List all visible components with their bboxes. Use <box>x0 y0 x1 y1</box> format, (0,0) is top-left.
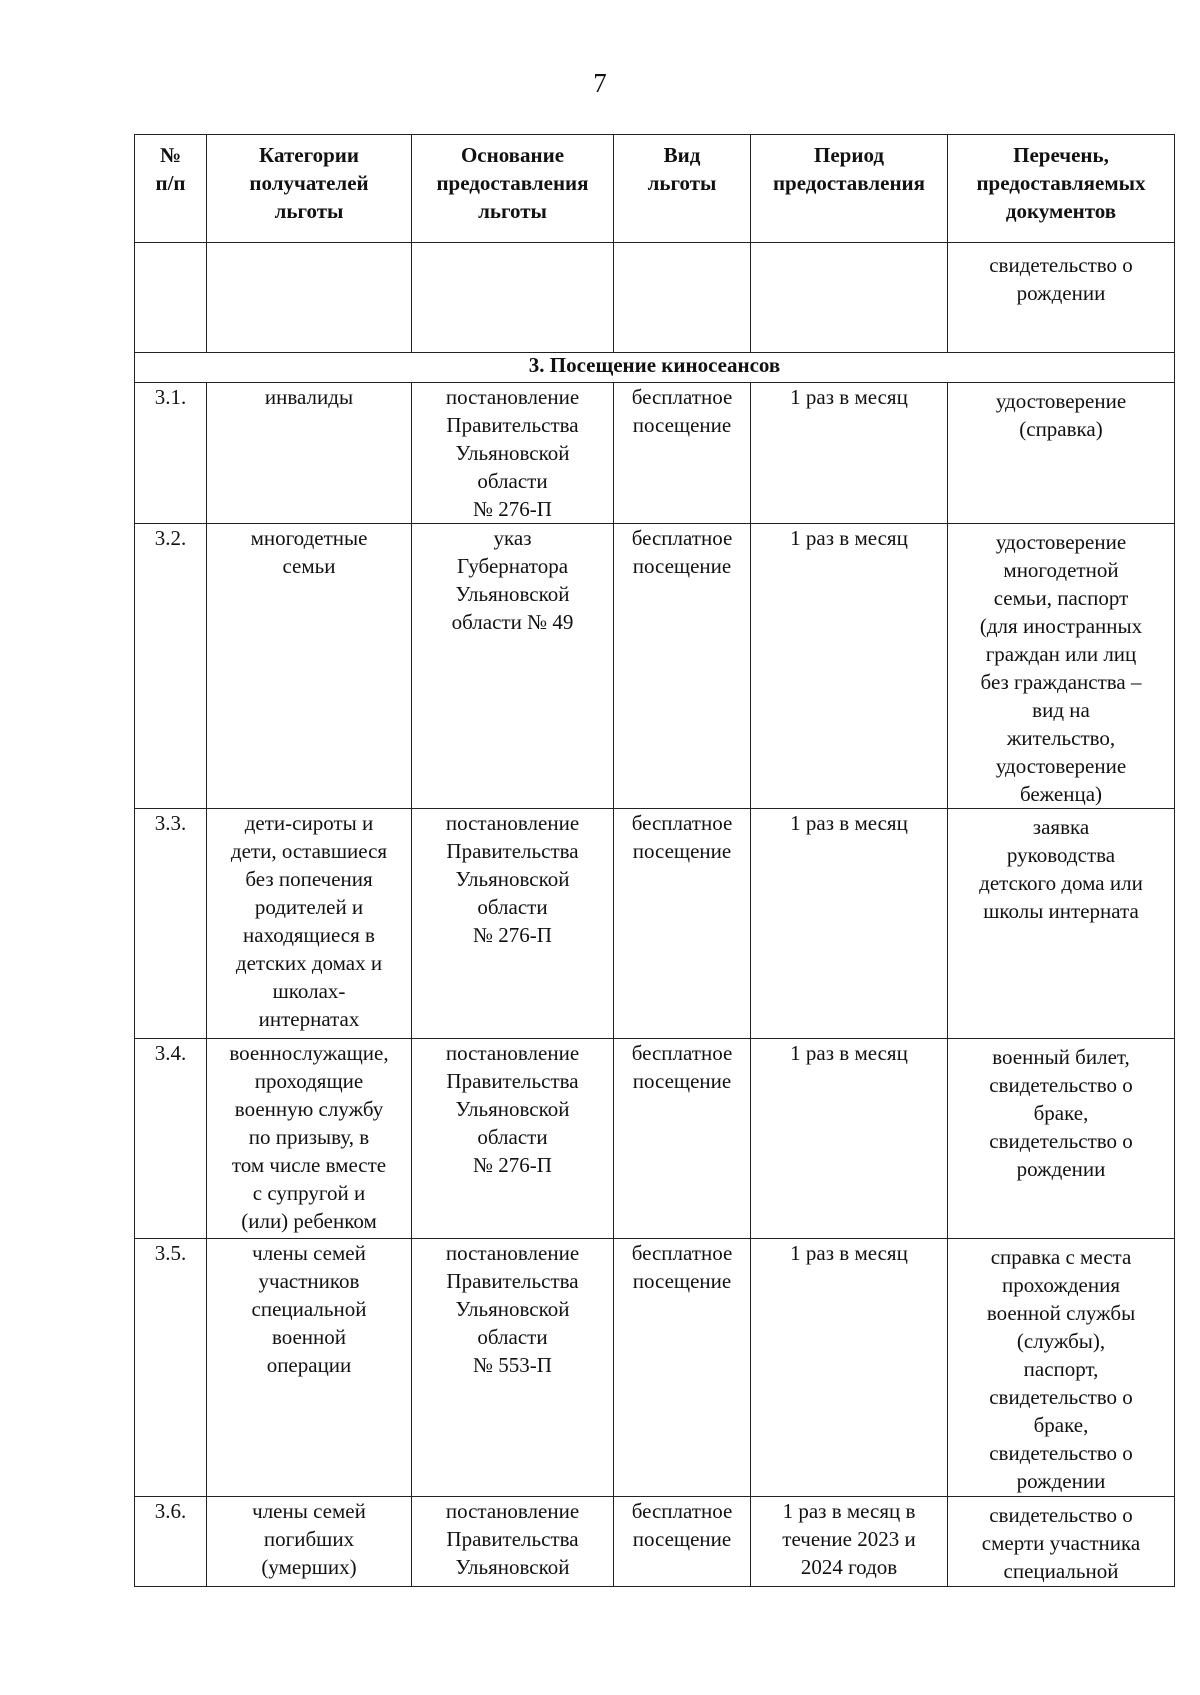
row-period: 1 раз в месяц <box>751 383 948 524</box>
table-row <box>135 1039 1175 1239</box>
row-num: 3.4. <box>135 1039 207 1239</box>
table-row <box>135 809 1175 1039</box>
row-period: 1 раз в месяц <box>751 809 948 1039</box>
row-type: бесплатное посещение <box>614 809 751 1039</box>
row-num: 3.2. <box>135 524 207 809</box>
row-documents: справка с места прохождения военной службы (службы), паспорт, свидетельство о браке, свидетельство о рождении <box>948 1239 1175 1497</box>
row-period: 1 раз в месяц в течение 2023 и 2024 годов <box>751 1497 948 1587</box>
row-num: 3.6. <box>135 1497 207 1587</box>
row-period: 1 раз в месяц <box>751 1039 948 1239</box>
row-documents: свидетельство о смерти участника специальной <box>948 1497 1175 1587</box>
row-basis: указ Губернатора Ульяновской области № 49 <box>412 524 614 809</box>
continuation-documents: свидетельство о рождении <box>948 243 1175 353</box>
continuation-period <box>751 243 948 353</box>
row-documents: удостоверение (справка) <box>948 383 1175 524</box>
row-category: многодетные семьи <box>207 524 412 809</box>
row-documents: удостоверение многодетной семьи, паспорт (для иностранных граждан или лиц без гражданства – вид на жительство, удостоверение беженца) <box>948 524 1175 809</box>
continuation-row <box>135 243 1175 353</box>
row-basis: постановление Правительства Ульяновской области № 276-П <box>412 809 614 1039</box>
table-row <box>135 1239 1175 1497</box>
header-type: Вид льготы <box>614 135 751 243</box>
benefits-table <box>134 134 1175 1587</box>
row-type: бесплатное посещение <box>614 383 751 524</box>
row-num: 3.5. <box>135 1239 207 1497</box>
row-type: бесплатное посещение <box>614 524 751 809</box>
header-basis: Основание предоставления льготы <box>412 135 614 243</box>
row-type: бесплатное посещение <box>614 1239 751 1497</box>
table-row <box>135 524 1175 809</box>
header-category: Категории получателей льготы <box>207 135 412 243</box>
header-documents: Перечень, предоставляемых документов <box>948 135 1175 243</box>
row-category: члены семей погибших (умерших) <box>207 1497 412 1587</box>
continuation-num <box>135 243 207 353</box>
table-row <box>135 1497 1175 1587</box>
page-number: 7 <box>593 68 607 98</box>
section-row <box>135 353 1175 383</box>
table-row <box>135 383 1175 524</box>
row-category: члены семей участников специальной военной операции <box>207 1239 412 1497</box>
header-num: № п/п <box>135 135 207 243</box>
row-basis: постановление Правительства Ульяновской <box>412 1497 614 1587</box>
row-period: 1 раз в месяц <box>751 524 948 809</box>
section-title: 3. Посещение киносеансов <box>135 353 1175 383</box>
row-period: 1 раз в месяц <box>751 1239 948 1497</box>
continuation-category <box>207 243 412 353</box>
row-num: 3.1. <box>135 383 207 524</box>
row-basis: постановление Правительства Ульяновской области № 276-П <box>412 1039 614 1239</box>
row-type: бесплатное посещение <box>614 1039 751 1239</box>
continuation-basis <box>412 243 614 353</box>
row-basis: постановление Правительства Ульяновской области № 276-П <box>412 383 614 524</box>
continuation-type <box>614 243 751 353</box>
row-documents: заявка руководства детского дома или школы интерната <box>948 809 1175 1039</box>
table-header-row <box>135 135 1175 243</box>
row-category: дети-сироты и дети, оставшиеся без попечения родителей и находящиеся в детских домах и школах- интернатах <box>207 809 412 1039</box>
row-basis: постановление Правительства Ульяновской области № 553-П <box>412 1239 614 1497</box>
row-category: военнослужащие, проходящие военную службу по призыву, в том числе вместе с супругой и (или) ребенком <box>207 1039 412 1239</box>
row-num: 3.3. <box>135 809 207 1039</box>
row-category: инвалиды <box>207 383 412 524</box>
row-type: бесплатное посещение <box>614 1497 751 1587</box>
row-documents: военный билет, свидетельство о браке, свидетельство о рождении <box>948 1039 1175 1239</box>
header-period: Период предоставления <box>751 135 948 243</box>
